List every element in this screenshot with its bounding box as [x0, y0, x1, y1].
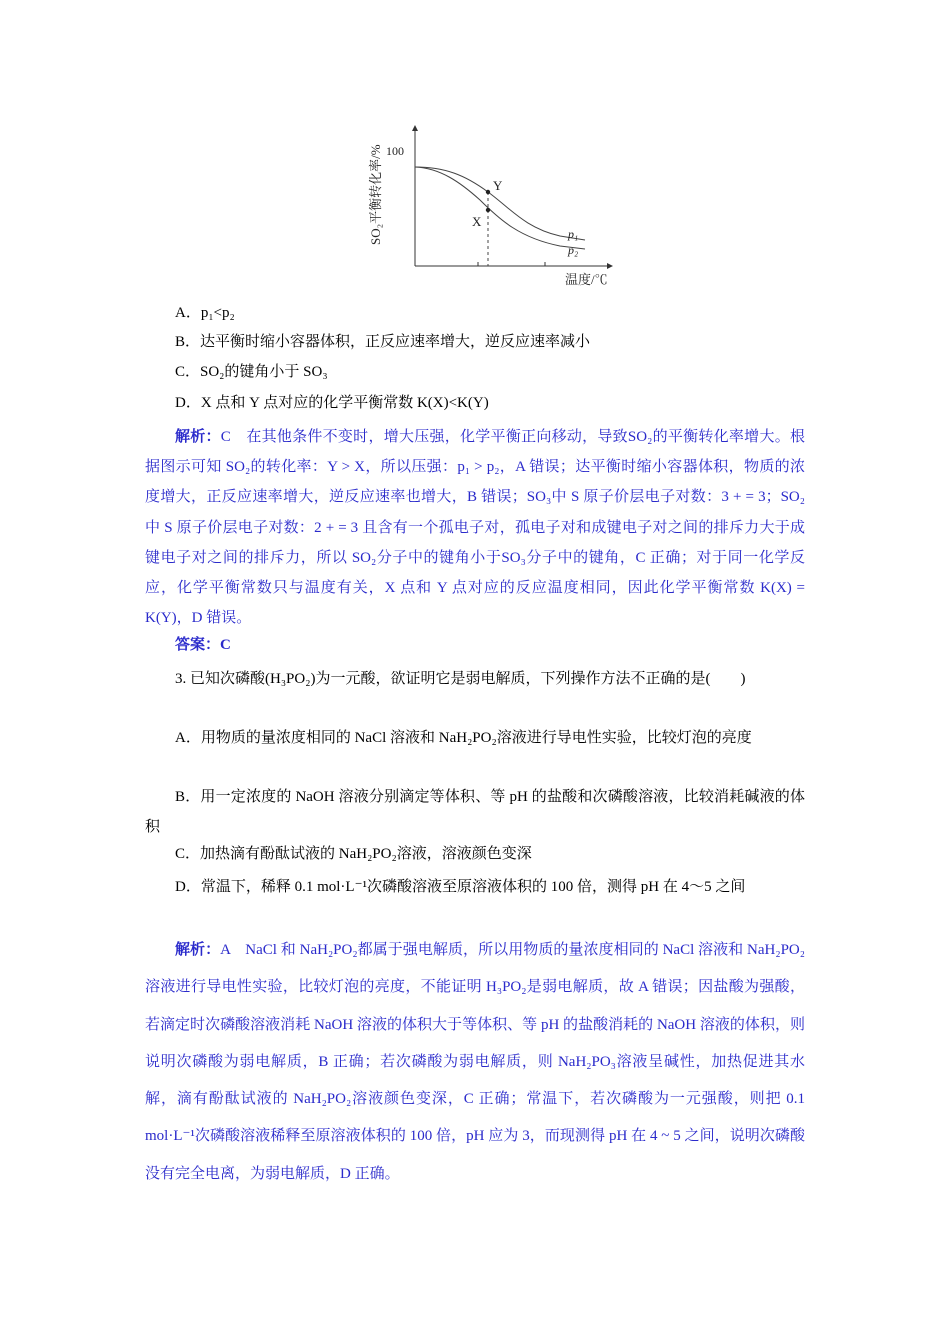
y-tick-100: 100	[386, 144, 404, 158]
q3-option-b: B．用一定浓度的 NaOH 溶液分别滴定等体积、等 pH 的盐酸和次磷酸溶液，比较消耗碱液的体积	[145, 789, 805, 835]
x-axis-label: 温度/℃	[565, 272, 608, 287]
chart-svg	[360, 120, 630, 295]
q3-analysis-label: 解析：	[175, 942, 221, 958]
q2-option-c: C．SO₂的键角小于 SO₃	[175, 364, 328, 380]
q2-analysis-text: C 在其他条件不变时，增大压强，化学平衡正向移动，导致SO₂的平衡转化率增大。根据图示可知 SO₂的转化率：Y > X，所以压强：p₁ > p₂，A 错误；达平衡时缩小容器体积，物质的浓度增大，正反应速率增大，逆反应速率也增大，B 错误；SO₃中 S 原子价层电子对数：3 + = 3；SO₂中 S 原子价层电子对数：2 + = 3 且含有一个孤电子对，孤电子对和成键电子对之间的排斥力大于成键电子对之间的排斥力，所以 SO₂分子中的键角小于SO₃分子中的键角，C 正确；对于同一化学反应，化学平衡常数只与温度有关，X 点和 Y 点对应的反应温度相同，因此化学平衡常数 K(X) = K(Y)，D 错误。	[145, 429, 805, 627]
curve-p2-label: p₂	[568, 243, 579, 257]
point-y-marker	[486, 190, 490, 194]
q3-option-c: C．加热滴有酚酞试液的 NaH₂PO₂溶液，溶液颜色变深	[175, 846, 532, 862]
conversion-chart	[360, 120, 630, 295]
y-axis-label: SO₂平衡转化率/%	[368, 144, 383, 245]
point-x-marker	[486, 208, 490, 212]
q3-stem: 3. 已知次磷酸(H₃PO₂)为一元酸，欲证明它是弱电解质，下列操作方法不正确的是( )	[175, 671, 746, 687]
q2-analysis-label: 解析：	[175, 429, 221, 445]
curve-p1-label: p₁	[568, 227, 579, 241]
q3-analysis	[145, 932, 805, 1193]
q3-option-d: D．常温下，稀释 0.1 mol·L⁻¹次磷酸溶液至原溶液体积的 100 倍，测得 pH 在 4～5 之间	[175, 879, 746, 895]
point-x-label: X	[472, 214, 482, 229]
q2-option-b: B．达平衡时缩小容器体积，正反应速率增大，逆反应速率减小	[175, 334, 591, 350]
q3-analysis-text: A NaCl 和 NaH₂PO₂都属于强电解质，所以用物质的量浓度相同的 NaCl 溶液和 NaH₂PO₂溶液进行导电性实验，比较灯泡的亮度，不能证明 H₃PO₂是弱电解质，故 A 错误；因盐酸为强酸，若滴定时次磷酸溶液消耗 NaOH 溶液的体积大于等体积、等 pH 的盐酸消耗的 NaOH 溶液的体积，则说明次磷酸为弱电解质，B 正确；若次磷酸为弱电解质，则 NaH₂PO₃溶液呈碱性，加热促进其水解，滴有酚酞试液的 NaH₂PO₂溶液颜色变深，C 正确；常温下，若次磷酸为一元强酸，则把 0.1 mol·L⁻¹次磷酸溶液稀释至原溶液体积的 100 倍，pH 应为 3，而现测得 pH 在 4 ~ 5 之间，说明次磷酸没有完全电离，为弱电解质，D 正确。	[145, 942, 805, 1182]
q2-option-d: D．X 点和 Y 点对应的化学平衡常数 K(X)<K(Y)	[175, 395, 489, 411]
q2-answer: 答案：C	[175, 637, 231, 653]
q3-option-a: A．用物质的量浓度相同的 NaCl 溶液和 NaH₂PO₂溶液进行导电性实验，比较灯泡的亮度	[175, 730, 752, 746]
q2-analysis	[145, 422, 805, 633]
point-y-label: Y	[493, 178, 503, 193]
q2-option-a: A．p₁<p₂	[175, 305, 235, 321]
